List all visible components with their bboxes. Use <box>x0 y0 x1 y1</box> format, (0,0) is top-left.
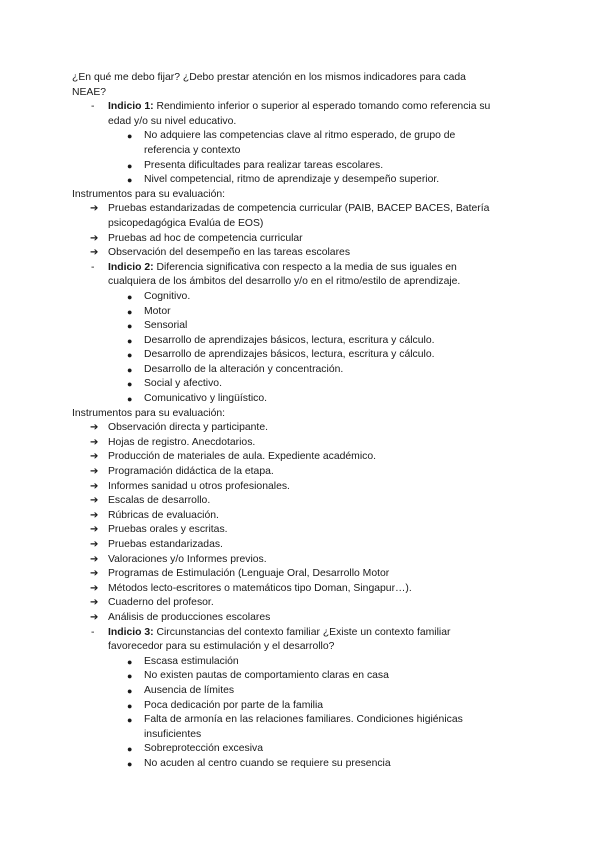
bullet-icon: ● <box>127 394 133 405</box>
list-item <box>90 553 600 568</box>
list-item-text: Valoraciones y/o Informes previos. <box>108 553 267 565</box>
arrow-icon: ➔ <box>90 524 99 536</box>
list-item <box>127 319 600 334</box>
indicio-label: Indicio 2: <box>108 261 154 273</box>
list-item-text: Escalas de desarrollo. <box>108 495 211 507</box>
list-item <box>90 596 600 611</box>
bullet-icon: ● <box>127 335 133 346</box>
list-item <box>90 582 600 597</box>
list-item <box>127 305 600 320</box>
list-item-text: Desarrollo de aprendizajes básicos, lectura, escritura y cálculo. <box>144 349 435 361</box>
indicio-text: Circunstancias del contexto familiar ¿Existe un contexto familiar <box>153 626 451 638</box>
list-item <box>127 173 600 188</box>
indicio-3 <box>91 626 600 641</box>
bullet-icon: ● <box>127 685 133 696</box>
arrow-icon: ➔ <box>90 611 99 623</box>
list-item-text: Nivel competencial, ritmo de aprendizaje y desempeño superior. <box>144 174 440 186</box>
list-item-text: Informes sanidad u otros profesionales. <box>108 480 290 492</box>
list-item <box>90 436 600 451</box>
bullet-icon: ● <box>127 744 133 755</box>
list-item-text: psicopedagógica Evalúa de EOS) <box>108 217 264 229</box>
list-item <box>127 742 600 757</box>
indicio-2 <box>91 261 600 276</box>
list-item-text: Pruebas orales y escritas. <box>108 524 228 536</box>
arrow-icon: ➔ <box>90 597 99 609</box>
list-item-text: Escasa estimulación <box>144 655 239 667</box>
list-item-text: Hojas de registro. Anecdotarios. <box>108 436 256 448</box>
indicio-label: Indicio 3: <box>108 626 154 638</box>
arrow-icon: ➔ <box>90 451 99 463</box>
indicio-1 <box>91 100 600 115</box>
list-item-text: Programas de Estimulación (Lenguaje Oral, Desarrollo Motor <box>108 568 390 580</box>
indicio-label: Indicio 1: <box>108 101 154 113</box>
list-item <box>127 669 600 684</box>
list-item-text: Pruebas ad hoc de competencia curricular <box>108 232 303 244</box>
list-item-text: Rúbricas de evaluación. <box>108 509 219 521</box>
arrow-icon: ➔ <box>90 466 99 478</box>
list-item-text: Sobreprotección excesiva <box>144 743 263 755</box>
list-item <box>90 523 600 538</box>
bullet-icon: ● <box>127 364 133 375</box>
arrow-icon: ➔ <box>90 582 99 594</box>
bullet-icon: ● <box>127 379 133 390</box>
list-item <box>90 611 600 626</box>
list-item <box>127 684 600 699</box>
arrow-icon: ➔ <box>90 509 99 521</box>
list-item-text: Programación didáctica de la etapa. <box>108 466 274 478</box>
section-heading: Instrumentos para su evaluación: <box>72 407 226 419</box>
dash-marker: - <box>91 261 95 273</box>
list-item <box>90 202 600 217</box>
list-item <box>90 509 600 524</box>
dash-marker: - <box>91 101 95 113</box>
list-item <box>127 377 600 392</box>
list-item-text: Observación del desempeño en las tareas escolares <box>108 247 351 259</box>
bullet-icon: ● <box>127 291 133 302</box>
list-item <box>90 567 600 582</box>
bullet-icon: ● <box>127 131 133 142</box>
arrow-icon: ➔ <box>90 232 99 244</box>
bullet-icon: ● <box>127 350 133 361</box>
list-item-text: No adquiere las competencias clave al ritmo esperado, de grupo de <box>144 130 456 142</box>
list-item <box>127 159 600 174</box>
list-item <box>90 494 600 509</box>
list-item-text: Sensorial <box>144 320 188 332</box>
indicio-text-continuation: edad y/o su nivel educativo. <box>108 115 237 127</box>
list-item-text: Desarrollo de la alteración y concentración. <box>144 363 344 375</box>
indicio-text-continuation: cualquiera de los ámbitos del desarrollo y/o en el ritmo/estilo de aprendizaje. <box>108 276 461 288</box>
list-item-text: Falta de armonía en las relaciones familiares. Condiciones higiénicas <box>144 714 463 726</box>
bullet-icon: ● <box>127 758 133 769</box>
arrow-icon: ➔ <box>90 480 99 492</box>
bullet-icon: ● <box>127 321 133 332</box>
list-item <box>90 421 600 436</box>
list-item-text: Producción de materiales de aula. Expediente académico. <box>108 451 377 463</box>
bullet-icon: ● <box>127 656 133 667</box>
list-item-text: Pruebas estandarizadas de competencia curricular (PAIB, BACEP BACES, Batería <box>108 203 490 215</box>
list-item <box>90 465 600 480</box>
list-item <box>127 363 600 378</box>
list-item-text: Análisis de producciones escolares <box>108 611 271 623</box>
list-item <box>127 699 600 714</box>
list-item-text: No acuden al centro cuando se requiere su presencia <box>144 757 391 769</box>
dash-marker: - <box>91 626 95 638</box>
list-item-text: No existen pautas de comportamiento claras en casa <box>144 670 389 682</box>
list-item <box>127 290 600 305</box>
list-item <box>127 334 600 349</box>
section-heading: Instrumentos para su evaluación: <box>72 188 226 200</box>
list-item-text: Cuaderno del profesor. <box>108 597 214 609</box>
list-item <box>127 348 600 363</box>
list-item-text: Presenta dificultades para realizar tareas escolares. <box>144 159 384 171</box>
list-item-text: Métodos lecto-escritores o matemáticos tipo Doman, Singapur…). <box>108 582 412 594</box>
bullet-icon: ● <box>127 175 133 186</box>
list-item <box>127 129 600 144</box>
arrow-icon: ➔ <box>90 568 99 580</box>
list-item-text: Motor <box>144 305 171 317</box>
intro-question-line: NEAE? <box>72 86 107 98</box>
list-item <box>90 450 600 465</box>
bullet-icon: ● <box>127 160 133 171</box>
list-item <box>90 480 600 495</box>
bullet-icon: ● <box>127 700 133 711</box>
list-item-text: Pruebas estandarizadas. <box>108 539 223 550</box>
arrow-icon: ➔ <box>90 203 99 215</box>
indicio-text: Diferencia significativa con respecto a la media de sus iguales en <box>153 261 457 273</box>
arrow-icon: ➔ <box>90 553 99 565</box>
list-item-text: Cognitivo. <box>144 290 191 302</box>
list-item-text: Observación directa y participante. <box>108 422 268 434</box>
list-item-text: Ausencia de límites <box>144 684 235 696</box>
bullet-icon: ● <box>127 306 133 317</box>
list-item <box>127 392 600 407</box>
list-item <box>90 246 600 261</box>
list-item-text: Desarrollo de aprendizajes básicos, lectura, escritura y cálculo. <box>144 334 435 346</box>
arrow-icon: ➔ <box>90 539 99 550</box>
indicio-text: Rendimiento inferior o superior al esperado tomando como referencia su <box>153 101 491 113</box>
arrow-icon: ➔ <box>90 247 99 259</box>
indicio-text-continuation: favorecedor para su estimulación y el desarrollo? <box>108 641 335 653</box>
intro-question-line: ¿En qué me debo fijar? ¿Debo prestar atención en los mismos indicadores para cada <box>72 72 466 83</box>
list-item-text: Comunicativo y lingüístico. <box>144 393 268 405</box>
list-item-text: Social y afectivo. <box>144 378 222 390</box>
list-item-continuation: referencia y contexto <box>144 144 241 156</box>
list-item <box>127 713 600 728</box>
bullet-icon: ● <box>127 715 133 726</box>
list-item <box>90 232 600 247</box>
list-item-continuation: insuficientes <box>144 728 202 740</box>
list-item-continuation <box>90 217 600 232</box>
arrow-icon: ➔ <box>90 495 99 507</box>
list-item-text: Poca dedicación por parte de la familia <box>144 699 324 711</box>
arrow-icon: ➔ <box>90 422 99 434</box>
list-item <box>127 655 600 670</box>
arrow-icon: ➔ <box>90 436 99 448</box>
list-item <box>127 757 600 772</box>
bullet-icon: ● <box>127 671 133 682</box>
list-item <box>90 538 600 553</box>
